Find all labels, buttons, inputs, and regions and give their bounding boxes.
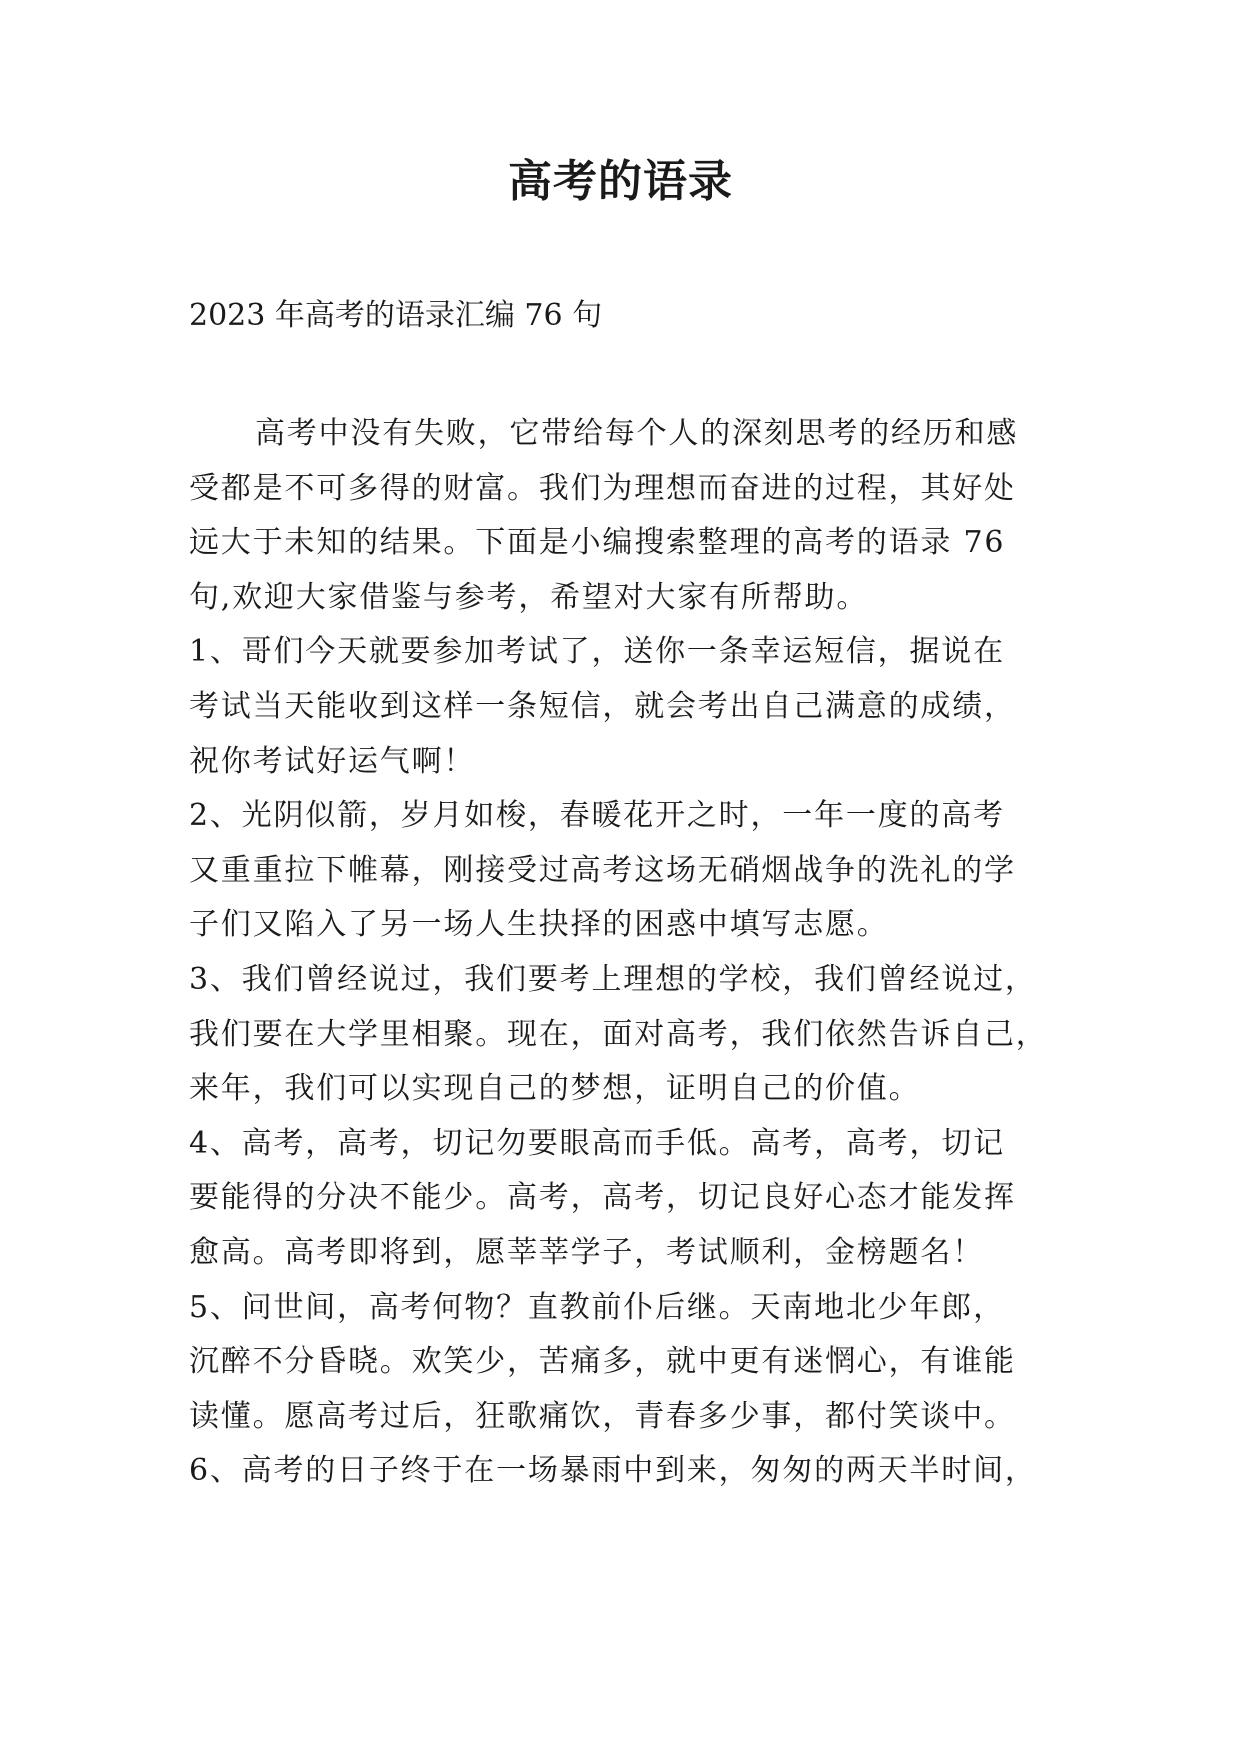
quote-5-line: 5、问世间，高考何物？直教前仆后继。天南地北少年郎，: [189, 1289, 1005, 1325]
quote-2-line: 又重重拉下帷幕，刚接受过高考这场无硝烟战争的洗礼的学: [189, 852, 1016, 888]
quote-2-line: 2、光阴似箭，岁月如梭，春暖花开之时，一年一度的高考: [189, 798, 1005, 834]
quote-5-line: 沉醉不分昏晓。欢笑少，苦痛多，就中更有迷惘心，有谁能: [189, 1344, 1016, 1380]
intro-line: 远大于未知的结果。下面是小编搜索整理的高考的语录 76: [189, 525, 1006, 561]
quote-6-line: 6、高考的日子终于在一场暴雨中到来，匆匆的两天半时间，: [189, 1453, 1037, 1489]
quote-3-line: 3、我们曾经说过，我们要考上理想的学校，我们曾经说过，: [189, 961, 1037, 997]
quote-5-line: 读懂。愿高考过后，狂歌痛饮，青春多少事，都付笑谈中。: [189, 1398, 1016, 1434]
intro-line: 高考中没有失败，它带给每个人的深刻思考的经历和感: [255, 416, 1019, 451]
quote-1-line: 考试当天能收到这样一条短信，就会考出自己满意的成绩，: [189, 688, 1016, 724]
quote-1-line: 1、哥们今天就要参加考试了，送你一条幸运短信，据说在: [189, 634, 1005, 670]
quote-3-line: 我们要在大学里相聚。现在，面对高考，我们依然告诉自己，: [189, 1016, 1048, 1052]
quote-4-line: 要能得的分决不能少。高考，高考，切记良好心态才能发挥: [189, 1180, 1016, 1216]
document-body: [189, 407, 1059, 1499]
quote-4-line: 4、高考，高考，切记勿要眼高而手低。高考，高考，切记: [189, 1125, 1005, 1161]
page-title: 高考的语录: [508, 156, 733, 207]
quote-2-line: 子们又陷入了另一场人生抉择的困惑中填写志愿。: [189, 907, 889, 943]
document-subtitle: 2023 年高考的语录汇编 76 句: [189, 298, 603, 333]
quote-4-line: 愈高。高考即将到，愿莘莘学子，考试顺利，金榜题名！: [189, 1234, 984, 1270]
quote-1-line: 祝你考试好运气啊！: [189, 743, 476, 779]
intro-line: 受都是不可多得的财富。我们为理想而奋进的过程，其好处: [189, 470, 1016, 506]
quote-3-line: 来年，我们可以实现自己的梦想，证明自己的价值。: [189, 1071, 921, 1107]
intro-line: 句,欢迎大家借鉴与参考，希望对大家有所帮助。: [189, 579, 869, 615]
